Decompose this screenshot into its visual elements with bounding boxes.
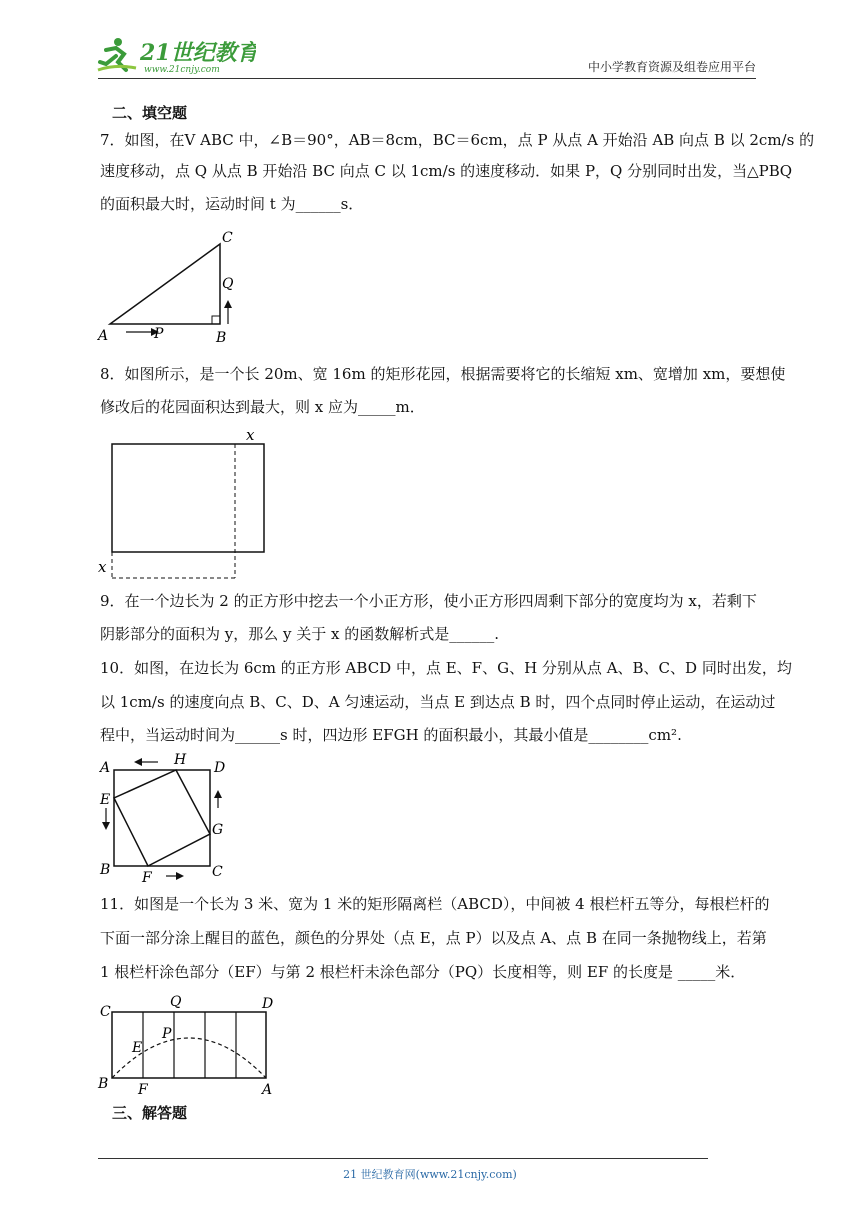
runner-icon	[98, 38, 136, 70]
q11-label-C: C	[100, 1004, 111, 1020]
q10-label-D: D	[214, 760, 226, 776]
q10-label-F: F	[142, 870, 152, 884]
q10-label-C: C	[212, 864, 223, 880]
q10-line1: 10．如图，在边长为 6cm 的正方形 ABCD 中，点 E、F、G、H 分别从点 A、B、C、D 同时出发，均	[100, 659, 792, 677]
q7-line1: 7．如图，在V ABC 中，∠B＝90°，AB＝8cm，BC＝6cm，点 P 从点 A 开始沿 AB 向点 B 以 2cm/s 的	[100, 131, 815, 149]
q10-label-A: A	[100, 760, 111, 776]
section-title-solve: 三、解答题	[112, 1104, 188, 1122]
q9-line1: 9．在一个边长为 2 的正方形中挖去一个小正方形，使小正方形四周剩下部分的宽度均为 x，若剩下	[100, 592, 757, 610]
q7-label-C: C	[222, 230, 233, 246]
q11-label-E: E	[132, 1040, 143, 1056]
logo-text: 21世纪教育	[140, 40, 256, 66]
q11-label-A: A	[262, 1082, 273, 1096]
q10-label-E: E	[100, 792, 111, 808]
q9-line2: 阴影部分的面积为 y，那么 y 关于 x 的函数解析式是______.	[100, 625, 500, 643]
q11-label-D: D	[262, 996, 274, 1012]
q8-garden-figure	[96, 426, 276, 584]
q11-line2: 下面一部分涂上醒目的蓝色，颜色的分界处（点 E，点 P）以及点 A、点 B 在同一条抛物线上，若第	[100, 929, 767, 947]
q7-label-Q: Q	[222, 276, 234, 292]
q11-label-P: P	[162, 1026, 172, 1042]
q11-fence-figure	[96, 990, 286, 1096]
q7-triangle-figure	[96, 228, 246, 346]
q10-label-H: H	[174, 752, 187, 768]
q11-line3: 1 根栏杆涂色部分（EF）与第 2 根栏杆未涂色部分（PQ）长度相等，则 EF 的长度是 _____米．	[100, 963, 746, 981]
q11-label-Q: Q	[170, 994, 182, 1010]
q10-square-figure	[96, 750, 236, 884]
q10-label-G: G	[212, 822, 224, 838]
q11-line1: 11．如图是一个长为 3 米、宽为 1 米的矩形隔离栏（ABCD），中间被 4 根栏杆五等分，每根栏杆的	[100, 895, 770, 913]
footer-link[interactable]: 21 世纪教育网(www.21cnjy.com)	[343, 1168, 517, 1181]
section-title-fill-blank: 二、填空题	[112, 104, 188, 122]
q8-label-x-left: x	[98, 558, 107, 576]
q7-line3: 的面积最大时，运动时间 t 为______s．	[100, 195, 364, 213]
q11-label-F: F	[138, 1082, 148, 1096]
q10-line2: 以 1cm/s 的速度向点 B、C、D、A 匀速运动，当点 E 到达点 B 时，四个点同时停止运动，在运动过	[100, 693, 776, 711]
q7-label-A: A	[98, 328, 109, 344]
q11-label-B: B	[98, 1076, 109, 1092]
header-divider	[98, 78, 756, 79]
site-logo	[96, 34, 256, 76]
q10-label-B: B	[100, 862, 111, 878]
q7-line2: 速度移动，点 Q 从点 B 开始沿 BC 向点 C 以 1cm/s 的速度移动．如果 P，Q 分别同时出发，当△PBQ	[100, 162, 793, 180]
logo-url: www.21cnjy.com	[144, 65, 220, 75]
footer-divider	[98, 1158, 708, 1159]
q8-line2: 修改后的花园面积达到最大，则 x 应为_____m．	[100, 398, 425, 416]
q8-label-x-top: x	[246, 426, 255, 444]
q7-label-P: P	[154, 326, 164, 342]
platform-name: 中小学教育资源及组卷应用平台	[587, 60, 756, 74]
q8-line1: 8．如图所示，是一个长 20m、宽 16m 的矩形花园，根据需要将它的长缩短 xm、宽增加 xm，要想使	[100, 365, 786, 383]
q10-line3: 程中，当运动时间为______s 时，四边形 EFGH 的面积最小，其最小值是________cm².	[100, 726, 682, 744]
q7-label-B: B	[216, 330, 227, 346]
